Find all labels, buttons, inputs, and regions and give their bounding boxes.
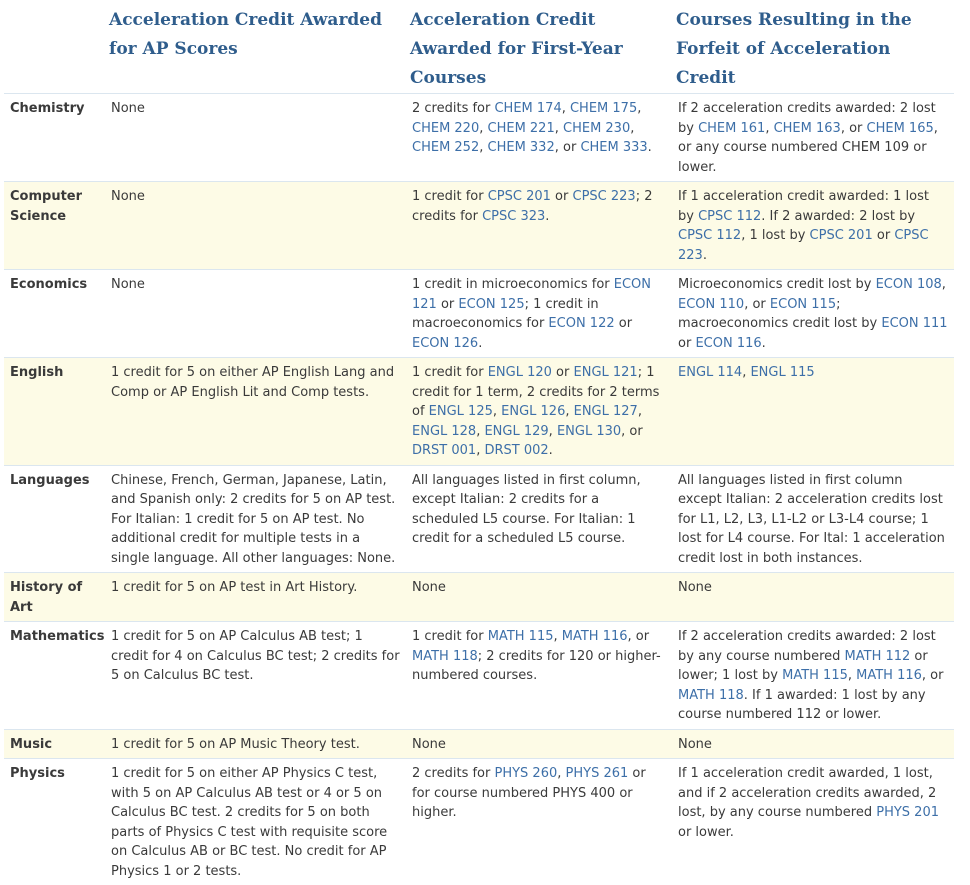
subject-cell: Physics [4, 759, 105, 885]
course-link[interactable]: CHEM 174 [494, 101, 561, 116]
subject-cell: Mathematics [4, 622, 105, 730]
cell-text: None [412, 580, 446, 595]
cell-text: If 1 acceleration credit awarded: 1 lost by [678, 189, 929, 224]
header-forfeit: Courses Resulting in the Forfeit of Acceleration Credit [672, 4, 954, 94]
cell-text: , or [922, 668, 944, 683]
course-link[interactable]: ENGL 127 [574, 404, 638, 419]
cell-text: 1 credit for 5 on AP Calculus AB test; 1 credit for 4 on Calculus BC test; 2 credits for 5 on Calculus BC test. [111, 629, 400, 683]
forfeit-cell [672, 573, 954, 622]
cell-text: , [557, 766, 565, 781]
course-link[interactable]: ECON 116 [695, 336, 761, 351]
cell-text: or [552, 365, 574, 380]
subject-cell: Chemistry [4, 94, 105, 182]
cell-text: ; 1 credit for 1 term, 2 credits for 2 terms of [412, 365, 659, 419]
forfeit-cell [672, 94, 954, 182]
ap-credit-cell [105, 270, 406, 358]
first-year-credit-cell [406, 573, 672, 622]
ap-credit-cell [105, 729, 406, 759]
table-row [4, 622, 954, 730]
forfeit-cell [672, 270, 954, 358]
header-ap-scores: Acceleration Credit Awarded for AP Scores [105, 4, 406, 94]
course-link[interactable]: CPSC 223 [573, 189, 636, 204]
cell-text: . [478, 336, 482, 351]
cell-text: , [476, 424, 484, 439]
first-year-credit-cell [406, 729, 672, 759]
course-link[interactable]: MATH 115 [488, 629, 554, 644]
cell-text: , [493, 404, 501, 419]
table-row [4, 94, 954, 182]
subject-cell: History of Art [4, 573, 105, 622]
cell-text: Chinese, French, German, Japanese, Latin, and Spanish only: 2 credits for 5 on AP test. For Italian: 1 credit for 5 on AP test. No additional credit for multiple tests in a single language. All other languages: None. [111, 473, 395, 566]
course-link[interactable]: CPSC 223 [678, 228, 929, 263]
course-link[interactable]: MATH 118 [678, 688, 744, 703]
course-link[interactable]: CHEM 333 [580, 140, 647, 155]
cell-text: 2 credits for [412, 101, 494, 116]
cell-text: All languages listed in first column except Italian: 2 acceleration credits lost for L1, L2, L3, L1-L2 or L3-L4 course; 1 lost for L4 course. For Ital: 1 acceleration credit lost in both instances. [678, 473, 945, 566]
first-year-credit-cell [406, 759, 672, 885]
course-link[interactable]: ENGL 120 [488, 365, 552, 380]
table-row [4, 358, 954, 466]
cell-text: 1 credit for 5 on AP Music Theory test. [111, 737, 360, 752]
cell-text: If 1 acceleration credit awarded, 1 lost, and if 2 acceleration credits awarded, 2 lost, by any course numbered [678, 766, 936, 820]
cell-text: or [678, 336, 695, 351]
course-link[interactable]: ENGL 128 [412, 424, 476, 439]
cell-text: , 1 lost by [741, 228, 809, 243]
forfeit-cell [672, 465, 954, 573]
course-link[interactable]: PHYS 260 [494, 766, 557, 781]
acceleration-credit-table [4, 4, 954, 885]
subject-cell: Computer Science [4, 182, 105, 270]
cell-text: . [545, 209, 549, 224]
subject-cell: Music [4, 729, 105, 759]
course-link[interactable]: ECON 126 [412, 336, 478, 351]
cell-text: , or [628, 629, 650, 644]
cell-text: None [412, 737, 446, 752]
cell-text: None [111, 189, 145, 204]
subject-cell: Economics [4, 270, 105, 358]
ap-credit-cell [105, 573, 406, 622]
table-row [4, 759, 954, 885]
course-link[interactable]: CHEM 230 [563, 121, 630, 136]
course-link[interactable]: ECON 108 [876, 277, 942, 292]
cell-text: None [111, 277, 145, 292]
course-link[interactable]: ECON 125 [458, 297, 524, 312]
ap-credit-cell [105, 622, 406, 730]
forfeit-cell [672, 622, 954, 730]
cell-text: All languages listed in first column, except Italian: 2 credits for a scheduled L5 course. For Italian: 1 credit for a scheduled L5 course. [412, 473, 641, 547]
course-link[interactable]: CPSC 112 [678, 228, 741, 243]
cell-text: , [549, 424, 557, 439]
table-row [4, 182, 954, 270]
ap-credit-cell [105, 182, 406, 270]
cell-text: , or any course numbered CHEM 109 or lower. [678, 121, 938, 175]
cell-text: , [942, 277, 946, 292]
forfeit-cell [672, 729, 954, 759]
header-subject [4, 4, 105, 94]
cell-text: or [551, 189, 573, 204]
course-link[interactable]: CHEM 252 [412, 140, 479, 155]
forfeit-cell [672, 358, 954, 466]
cell-text: or lower; 1 lost by [678, 649, 928, 684]
course-link[interactable]: MATH 116 [562, 629, 628, 644]
cell-text: , or [621, 424, 643, 439]
cell-text: . If 1 awarded: 1 lost by any course numbered 112 or lower. [678, 688, 926, 723]
cell-text: ; 1 credit in macroeconomics for [412, 297, 599, 332]
cell-text: 1 credit for [412, 629, 488, 644]
cell-text: ; macroeconomics credit lost by [678, 297, 881, 332]
forfeit-cell [672, 182, 954, 270]
cell-text: 1 credit for 5 on AP test in Art History. [111, 580, 357, 595]
table-row [4, 729, 954, 759]
cell-text: 1 credit for 5 on either AP English Lang and Comp or AP English Lit and Comp tests. [111, 365, 394, 400]
cell-text: or [615, 316, 632, 331]
course-link[interactable]: MATH 118 [412, 649, 478, 664]
ap-credit-cell [105, 759, 406, 885]
first-year-credit-cell [406, 465, 672, 573]
course-link[interactable]: MATH 112 [845, 649, 911, 664]
cell-text: , or [841, 121, 867, 136]
subject-cell: Languages [4, 465, 105, 573]
table-row [4, 465, 954, 573]
cell-text: , [638, 404, 642, 419]
course-link[interactable]: DRST 002 [484, 443, 548, 458]
ap-credit-cell [105, 94, 406, 182]
course-link[interactable]: MATH 115 [782, 668, 848, 683]
course-link[interactable]: CPSC 112 [698, 209, 761, 224]
course-link[interactable]: CHEM 220 [412, 121, 479, 136]
ap-credit-cell [105, 358, 406, 466]
cell-text: , [630, 121, 634, 136]
first-year-credit-cell [406, 622, 672, 730]
course-link[interactable]: ECON 115 [770, 297, 836, 312]
cell-text: , [479, 140, 487, 155]
cell-text: . [648, 140, 652, 155]
course-link[interactable]: CPSC 323 [482, 209, 545, 224]
first-year-credit-cell [406, 270, 672, 358]
cell-text: , [765, 121, 773, 136]
course-link[interactable]: CHEM 161 [698, 121, 765, 136]
course-link[interactable]: ECON 110 [678, 297, 744, 312]
cell-text: , [479, 121, 487, 136]
cell-text: If 2 acceleration credits awarded: 2 lost by [678, 101, 936, 136]
ap-credit-cell [105, 465, 406, 573]
cell-text: . If 2 awarded: 2 lost by [761, 209, 915, 224]
course-link[interactable]: ENGL 129 [484, 424, 548, 439]
table-body [4, 94, 954, 885]
cell-text: , [848, 668, 856, 683]
cell-text: . [549, 443, 553, 458]
cell-text: 1 credit for [412, 365, 488, 380]
cell-text: or [873, 228, 895, 243]
course-link[interactable]: ECON 122 [548, 316, 614, 331]
course-link[interactable]: CHEM 163 [774, 121, 841, 136]
first-year-credit-cell [406, 94, 672, 182]
subject-cell: English [4, 358, 105, 466]
cell-text: , [637, 101, 641, 116]
first-year-credit-cell [406, 358, 672, 466]
cell-text: . [703, 248, 707, 263]
course-link[interactable]: ENGL 126 [501, 404, 565, 419]
cell-text: Microeconomics credit lost by [678, 277, 876, 292]
course-link[interactable]: ENGL 125 [429, 404, 493, 419]
cell-text: , [476, 443, 484, 458]
course-link[interactable]: DRST 001 [412, 443, 476, 458]
cell-text: , [562, 101, 570, 116]
cell-text: 1 credit for 5 on either AP Physics C test, with 5 on AP Calculus AB test or 4 or 5 on Calculus BC test. 2 credits for 5 on both parts of Physics C test with requisite score on Calculus AB or BC test. No credit for AP Physics 1 or 2 tests. [111, 766, 387, 879]
cell-text: 1 credit in microeconomics for [412, 277, 614, 292]
forfeit-cell [672, 759, 954, 885]
course-link[interactable]: CHEM 221 [488, 121, 555, 136]
cell-text: , or [744, 297, 770, 312]
cell-text: 2 credits for [412, 766, 494, 781]
table-row [4, 270, 954, 358]
course-link[interactable]: PHYS 201 [876, 805, 939, 820]
cell-text: or [437, 297, 459, 312]
course-link[interactable]: CHEM 332 [488, 140, 555, 155]
course-link[interactable]: ENGL 121 [574, 365, 638, 380]
course-link[interactable]: ENGL 114 [678, 365, 742, 380]
course-link[interactable]: CPSC 201 [488, 189, 551, 204]
cell-text: , [553, 629, 561, 644]
first-year-credit-cell [406, 182, 672, 270]
table-row [4, 573, 954, 622]
cell-text: , or [555, 140, 581, 155]
course-link[interactable]: CPSC 201 [810, 228, 873, 243]
cell-text: , [565, 404, 573, 419]
course-link[interactable]: PHYS 261 [566, 766, 629, 781]
header-first-year-courses: Acceleration Credit Awarded for First-Year Courses [406, 4, 672, 94]
header-row [4, 4, 954, 94]
cell-text: 1 credit for [412, 189, 488, 204]
cell-text: ; 2 credits for [412, 189, 653, 224]
cell-text: . [762, 336, 766, 351]
course-link[interactable]: CHEM 165 [867, 121, 934, 136]
cell-text: If 2 acceleration credits awarded: 2 lost by any course numbered [678, 629, 936, 664]
cell-text: , [555, 121, 563, 136]
cell-text: ; 2 credits for 120 or higher-numbered courses. [412, 649, 661, 684]
cell-text: or for course numbered PHYS 400 or higher. [412, 766, 646, 820]
cell-text: None [678, 737, 712, 752]
cell-text: None [111, 101, 145, 116]
cell-text: or lower. [678, 825, 734, 840]
course-link[interactable]: ECON 111 [881, 316, 947, 331]
course-link[interactable]: MATH 116 [856, 668, 922, 683]
course-link[interactable]: CHEM 175 [570, 101, 637, 116]
course-link[interactable]: ENGL 130 [557, 424, 621, 439]
cell-text: None [678, 580, 712, 595]
cell-text: , [742, 365, 750, 380]
course-link[interactable]: ENGL 115 [750, 365, 814, 380]
course-link[interactable]: ECON 121 [412, 277, 651, 312]
